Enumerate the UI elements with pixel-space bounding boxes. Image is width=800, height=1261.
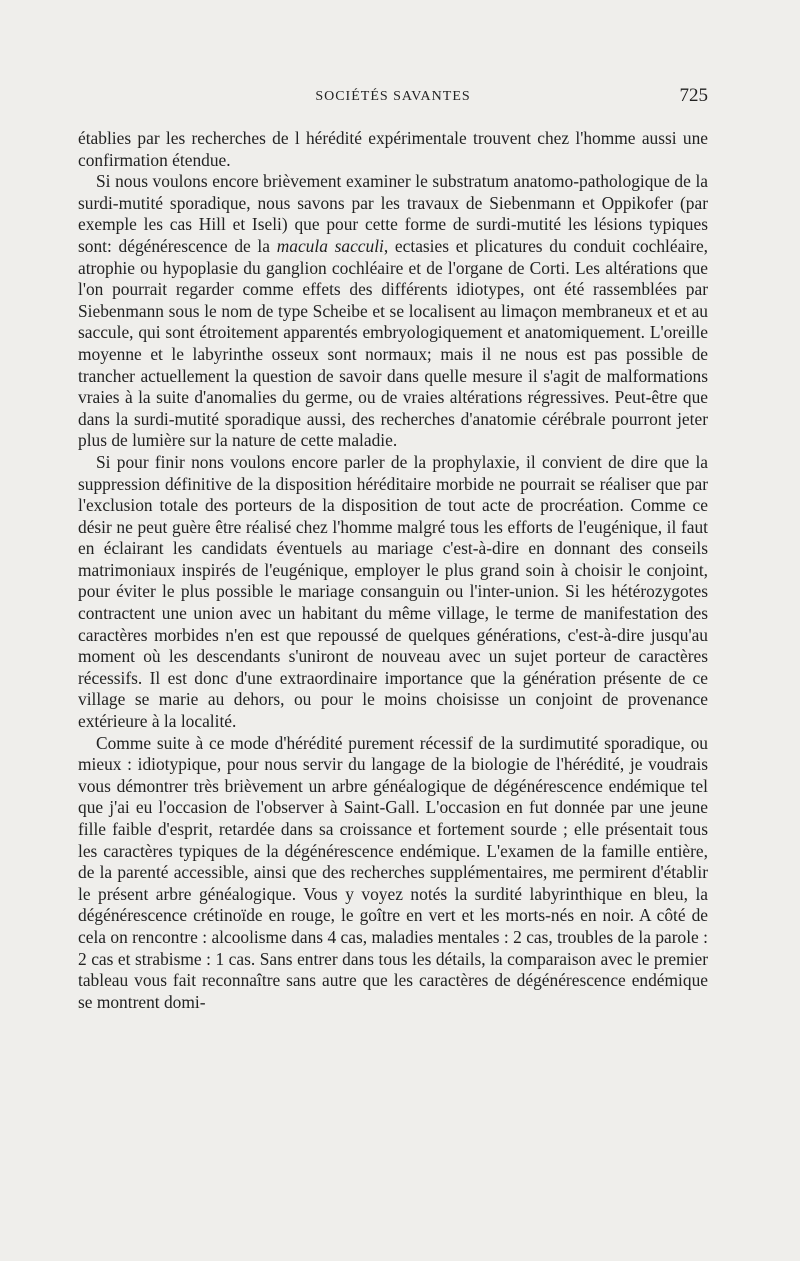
body-text xyxy=(78,128,708,1013)
running-head xyxy=(78,85,708,111)
paragraph-1: établies par les recherches de l hérédité expérimentale trouvent chez l'homme aussi une confirmation étendue. xyxy=(78,128,708,170)
page-number: 725 xyxy=(679,85,708,106)
paragraph-4: Comme suite à ce mode d'hérédité purement récessif de la surdimutité sporadique, ou mieux : idiotypique, pour nous servir du langage de la biologie de l'hérédité, je voudrais vous démontrer très brièvement un arbre généalogique de dégénérescence endémique tel que j'ai eu l'occasion de l'observer à Saint-Gall. L'occasion en fut donnée par une jeune fille faible d'esprit, retardée dans sa croissance et fortement sourde ; elle présentait tous les caractères typiques de la dégénérescence endémique. L'examen de la famille entière, de la parenté accessible, ainsi que des recherches supplémentaires, me permirent d'établir le présent arbre généalogique. Vous y voyez notés la surdité labyrinthique en bleu, la dégénérescence crétinoïde en rouge, le goître en vert et les morts-nés en noir. A côté de cela on rencontre : alcoolisme dans 4 cas, maladies mentales : 2 cas, troubles de la parole : 2 cas et strabisme : 1 cas. Sans entrer dans tous les détails, la comparaison avec le premier tableau vous fait reconnaître sans autre que les caractères de dégénérescence endémique se montrent domi- xyxy=(78,732,708,1012)
running-title: SOCIÉTÉS SAVANTES xyxy=(315,89,471,104)
paragraph-2-part-1: Si nous voulons encore brièvement examiner le substratum anatomo-pathologique de la surdi-mutité sporadique, nous savons par les travaux de Siebenmann et Oppikofer (par exemple les cas Hill et Iseli) que pour cette forme de surdi-mutité les lésions typiques sont: dégénérescence de la xyxy=(78,171,708,256)
paragraph-3: Si pour finir nons voulons encore parler de la prophylaxie, il convient de dire que la suppression définitive de la disposition héréditaire morbide ne pourrait se réaliser que par l'exclusion totale des porteurs de la disposition de tout acte de procréation. Comme ce désir ne peut guère être réalisé chez l'homme malgré tous les efforts de l'eugénique, il faut en éclairant les candidats éventuels au mariage c'est-à-dire en donnant des conseils matrimoniaux inspirés de l'eugénique, employer le plus grand soin à choisir le conjoint, pour éviter le plus possible le mariage consanguin ou l'inter-union. Si les hétérozygotes contractent une union avec un habitant du même village, le terme de manifestation des caractères morbides n'en est que repoussé de quelques générations, c'est-à-dire jusqu'au moment où les descendants s'uniront de nouveau avec un sujet porteur de caractères récessifs. Il est donc d'une extraordinaire importance que la génération présente de ce village se marie au dehors, ou pour le moins choisisse un conjoint de provenance extérieure à la localité. xyxy=(78,451,708,732)
italic-term: macula sacculi xyxy=(276,235,384,256)
paragraph-2-part-2: , ectasies et plicatures du conduit cochléaire, atrophie ou hypoplasie du ganglion cochléaire et de l'organe de Corti. Les altérations que l'on pourrait regarder comme effets des différents idiotypes, ont été rassemblées par Siebenmann sous le nom de type Scheibe et se localisent au limaçon membraneux et et au saccule, qui sont étroitement apparentés embryologiquement et anatomiquement. L'oreille moyenne et le labyrinthe osseux sont normaux; mais il ne nous est pas possible de trancher actuellement la question de savoir dans quelle mesure il s'agit de malformations vraies à la suite d'anomalies du germe, ou de vraies altérations régressives. Peut-être que dans la surdi-mutité sporadique aussi, des recherches d'anatomie cérébrale pourront jeter plus de lumière sur la nature de cette maladie. xyxy=(78,235,709,451)
paragraph-2 xyxy=(78,171,708,452)
